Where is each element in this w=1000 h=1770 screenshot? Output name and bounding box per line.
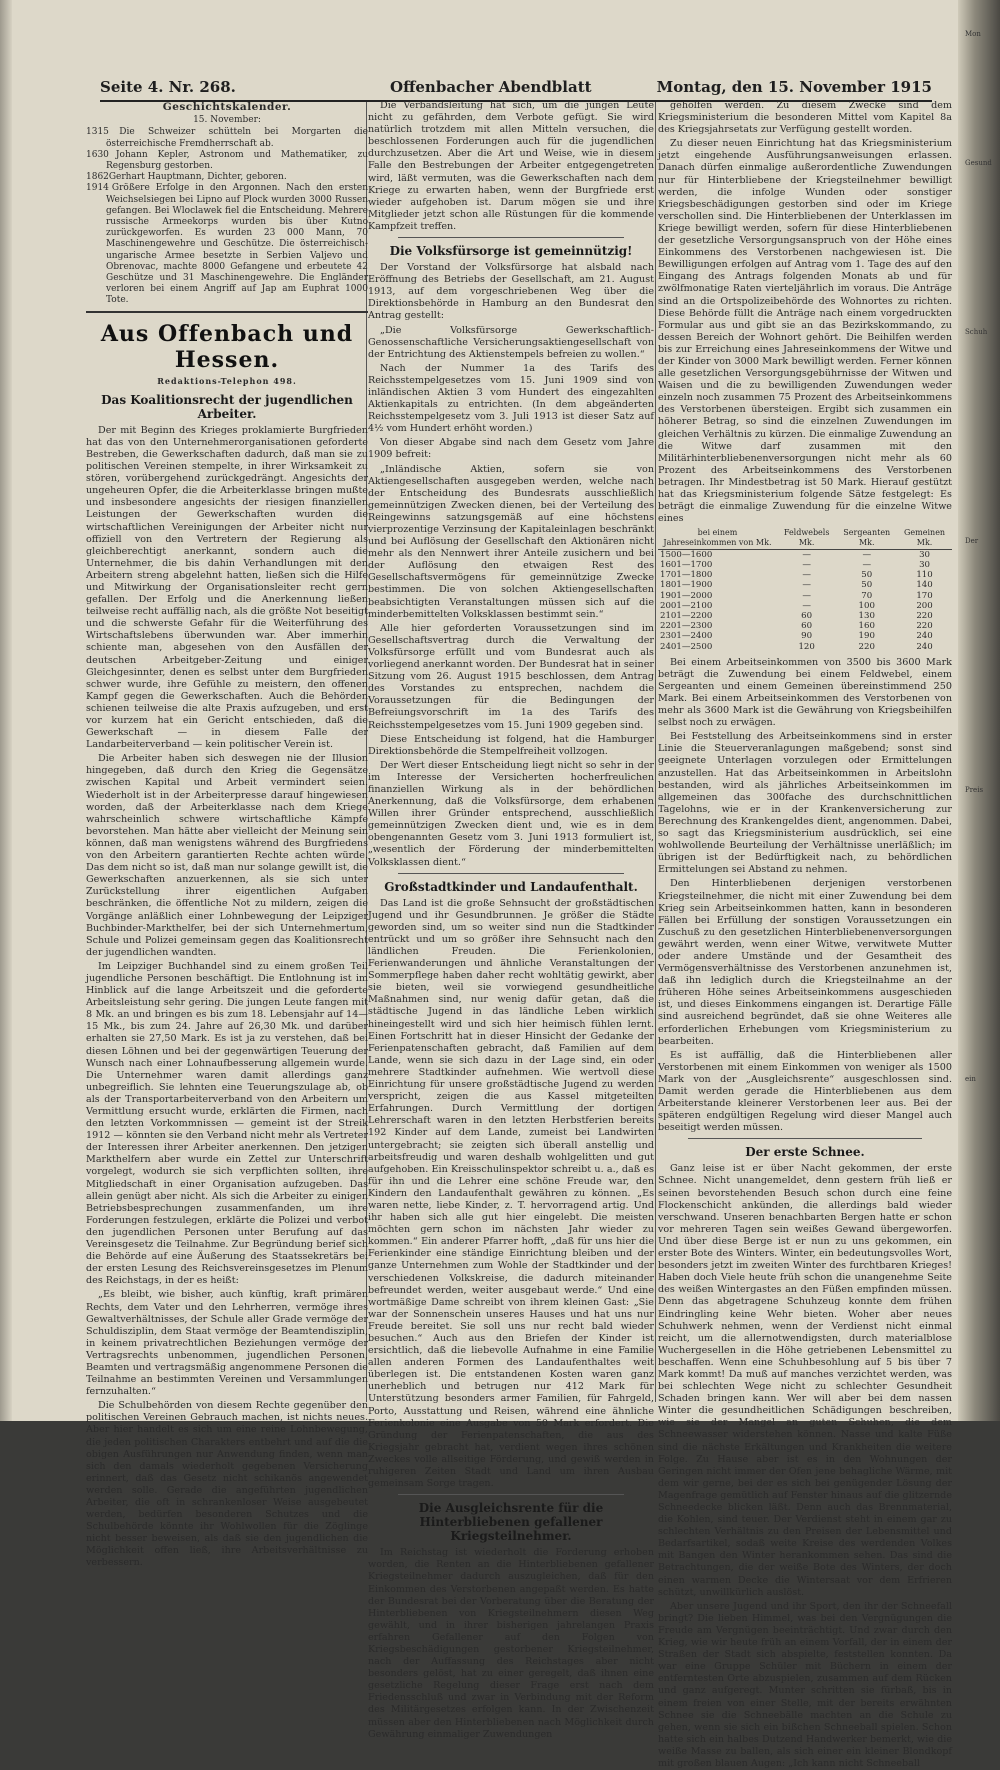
calendar-title: Geschichtskalender. [162, 101, 292, 113]
table-row [658, 621, 952, 631]
table-cell: 90 [801, 631, 813, 642]
calendar-entry [86, 150, 368, 172]
table-row [658, 601, 952, 611]
page-number: Seite 4. Nr. 268. [100, 78, 236, 96]
article-title: Das Koalitionsrecht der jugendlichen Arbeiter. [101, 392, 353, 421]
paragraph: Im Reichstag ist wiederholt die Forderung erhoben worden, die Renten an die Hinterbliebenen gefallener Kriegsteilnehmer dadurch auszugleichen, daß für den Einkommen des Verstorbenen angepaßt werden. Es hatte der Bundesrat bei der Vorberatung über die Beratung der Hinterbliebenen von Kriegsteilnehmern diesen Weg gewählt, und in ihrer bisherigen jahrelangen Praxis erfahren Gefallener auf den Folgen von Kriegsbeschädigungen gestorbener Kriegsteilnehmer, nach der Auffassung des Reichstages aber nicht besonders gelöst, hat zu einer geregelt, daß ihnen eine gesetzliche Regelung dieser Frage erst nach dem Friedensschluß und zwar in Verbindung mit der Reform des Militärgesetzes erfolgen kann. In der Zwischenzeit müssen aber den Hinterbliebenen nach Möglichkeit durch Gewährung einmaliger Zuwendungen [368, 1547, 654, 1740]
paragraph: Diese Entscheidung ist folgend, hat die Hamburger Direktionsbehörde die Stempelfreiheit vollzogen. [368, 733, 654, 757]
table-cell: 1601—1700 [660, 559, 713, 570]
table-cell: 60 [801, 610, 813, 621]
article-body [368, 262, 654, 869]
paragraph: Die Verbandsleitung hat sich, um die jungen Leute nicht zu gefährden, dem Verbote gefügt. Sie wird natürlich trotzdem mit allen Mitteln versuchen, die beschlossenen Forderungen auch für die jugendlichen durchzusetzen. Aber die Art und Weise, wie in diesem Falle den Bestrebungen der Arbeiter entgegengetreten wird, läßt vermuten, was die Gewerkschaften nach dem Kriege zu erwarten haben, wenn der Burgfriede erst wieder aufgehoben ist. Darum mögen sie und ihre Mitglieder jetzt schon alle Rüstungen für die kommende Kampfzeit treffen. [368, 100, 654, 232]
paragraph: Bei Feststellung des Arbeitseinkommens sind in erster Linie die Steuerveranlagungen maßgebend; sonst sind geeignete Unterlagen vorzulegen oder Ermittelungen anzustellen. Hat das Arbeitseinkommen in Arbeitslohn bestanden, wird als jährliches Arbeitseinkommen im allgemeinen das 300fache des durchschnittlichen Tagelohns, wie er in der Krankenversicherung zur Berechnung des Krankengeldes dient, angenommen. Dabei, so sagt das Kriegsministerium ausdrücklich, sei eine wohlwollende Beurteilung der Verhältnisse unerläßlich; im übrigen ist der Bedürftigkeit nach, zu behördlichen Ermittelungen sei Abstand zu nehmen. [658, 731, 952, 876]
table-cell: 240 [916, 631, 933, 642]
table-row [658, 642, 952, 652]
table-cell: — [862, 549, 872, 560]
paragraph: Die Arbeiter haben sich deswegen nie der Illusion hingegeben, daß durch den Krieg die Gegensätze zwischen Kapital und Arbeit vermindert seien. Wiederholt ist in der Arbeiterpresse darauf hingewiesen worden, daß der Arbeiterklasse nach dem Kriege wahrscheinlich schwere wirtschaftliche Kämpfe bevorstehen. Man hätte aber vielleicht der Meinung sein können, daß man wenigstens während des Burgfriedens von den Arbeitern garantierten Rechte achten würde. Das dem nicht so ist, daß man nur solange gewillt ist, die Gewerkschaften anzuerkennen, als sie sich unter Zurückstellung ihrer eigentlichen Aufgaben beschränken, die öffentliche Not zu mildern, zeigen die Vorgänge anläßlich einer Lohnbewegung der Leipziger Buchbinder-Markthelfer, bei der sich Unternehmertum, Schule und Polizei gemeinsam gegen das Koalitionsrecht der jugendlichen wandten. [86, 753, 368, 958]
article-body [658, 657, 952, 1135]
edge-fragment: ein [965, 1075, 976, 1083]
divider [688, 1138, 922, 1139]
table-cell: — [802, 570, 811, 581]
table-row [658, 631, 952, 641]
paragraph: Die Schulbehörden von diesem Rechte gegenüber den politischen Vereinen Gebrauch machen, ist nichts neues. Aber hier handelt es sich um eine reine Lohnbewegung, die jeden politischen Charakters entbehrt und auf die die obigen Ausführungen nur Anwendung finden, wenn man sich den damals wiederholt gegebenen Versicherung erinnert, daß das Gesetz nicht schikanös angewendet werden solle. Gerade die angeführten jugendlichen Arbeiter, die oft in schrankenloser Weise ausgebeutet werden, bedürfen besonderen Schutzes und die Schulbehörde könnte ihr Wohlwollen für die Zöglinge nicht besser beweisen, als daß sie den jugendlichen die Möglichkeit offen ließ, ihre Arbeitsverhältnisse zu verbessern. [86, 1400, 368, 1569]
table-cell: 50 [861, 570, 873, 581]
article-body [368, 1547, 654, 1741]
article-title: Die Ausgleichsrente für die Hinterbliebenen gefallener Kriegsteilnehmer. [418, 1501, 604, 1544]
table-cell: 130 [858, 610, 875, 621]
paragraph: Ganz leise ist er über Nacht gekommen, der erste Schnee. Nicht unangemeldet, denn gestern früh ließ er seinen bevorstehenden Besuch schon durch eine feine Flockenschicht ankünden, die allerdings bald wieder verschwand. Unseren benachbarten Bergen hatte er schon vor mehreren Tagen sein weißes Gewand übergeworfen. Und über diese Berge ist er nun zu uns gekommen, ein erster Bote des Winters. Winter, ein bedeutungsvolles Wort, besonders jetzt im zweiten Winter des furchtbaren Krieges! Haben doch Viele heute früh schon die unangenehme Seite des weißen Wintergastes an den Füßen empfinden müssen. Denn das abgetragene Schuhzeug konnte dem frühen Eindringling keine Wehr bieten. Woher aber neues Schuhwerk nehmen, wenn der Verdienst nicht einmal reicht, um die allernotwendigsten, durch materialblose Wuchergesellen in die Höhe getriebenen Lebensmittel zu beschaffen. Wenn eine Schuhbesohlung auf 5 bis über 7 Mark kommt! Da muß auf manches verzichtet werden, was bei schlechten Wege nicht zu schlechter Gesundheit Schaden bringen kann. Wer will aber bei dem nassen Winter die gesundheitlichen Schädigungen beschreiben, wie sie der Mangel an guten Schuhen, die dem Schneewasser widerstehen können. Nasse und kalte Füße sind die nächste Erkältungen und Krankheiten die weitere Folge. Zu Hause aber ist es in den Wohnungen der Geringen nicht immer der Ofen jene behagliche Wärme, mit dem wir gerne, bei der es sich bei genügender Lösung der Magenfrage gemütlich auf Fenster hinaus auf die glitzernde Schneedecke blicken läßt. Denn auch das Brennmaterial, die Kohlen, sind teuer. Der Verdienst steht in einem gar zu schlechten Verhältnis zu den Preisen der Lebensmittel und Bedarfsartikel, sodaß weite Kreise des werdenden Volkes mit Bangen den Winter herankommen sehen. Das sind die Betrachtungen, die der weiße Bote des Winters, der doch einen warmen Decke die Wintersaat vor dem Erfrieren schützt, unwillkürlich auslöst. [658, 1163, 952, 1598]
calendar-entry [86, 127, 368, 149]
table-cell: — [802, 590, 811, 601]
paragraph: Den Hinterbliebenen derjenigen verstorbenen Kriegsteilnehmer, die nicht mit einer Zuwendung bei dem Krieg sein Arbeitseinkommen hatten, kann in besonderen Fällen bei Erfüllung der sonstigen Voraussetzungen ein Zuschuß zu den gesetzlichen Hinterbliebenenversorgungen gewährt werden, wenn einer Witwe, verwitwete Mutter oder andere Umstände und der Gesamtheit des Vermögensverhältnisse des Verstorbenen anzunehmen ist, daß ihn lediglich durch die Kriegsteilnahme an der früheren Höhe seines Arbeitseinkommens ausgeschieden ist, und dieses Einkommens eingangen ist. Derartige Fälle sind ausreichend begründet, daß sie ohne Weiteres alle erforderlichen Erhebungen vom Kriegsministerium zu bearbeiten. [658, 878, 952, 1047]
paragraph: Im Leipziger Buchhandel sind zu einem großen Teil jugendliche Personen beschäftigt. Die Entlohnung ist im Hinblick auf die lange Arbeitszeit und die geforderte Arbeitsleistung sehr gering. Die jungen Leute fangen mit 8 Mk. an und bringen es bis zum 18. Lebensjahr auf 14—15 Mk., bis zum 24. Jahre auf 26,30 Mk. und darüber erhalten sie 27,50 Mark. Es ist ja zu verstehen, daß bei diesen Löhnen und bei der gegenwärtigen Teuerung der Wunsch nach einer Lohnaufbesserung allgemein wurde. Die Unternehmer waren damit allerdings ganz unbegreiflich. Sie lehnten eine Teuerungszulage ab, ob als der Transportarbeiterverband von den Arbeitern um Vermittlung ersucht wurde, erklärten die Firmen, nach den letzten Vorkommnissen — gemeint ist der Streik 1912 — könnten sie den Verband nicht mehr als Vertreter der Interessen ihrer Arbeiter anerkennen. Den jetzigen Markthelfern aber wurde ein Zettel zur Unterschrift vorgelegt, wodurch sie sich verpflichten sollten, ihre Mitgliedschaft in einer Organisation aufzugeben. Das allein genügt aber nicht. Als sich die Arbeiter zu einigen Betriebsbesprechungen zusammenfanden, um ihre Forderungen festzulegen, erklärte die Polizei und verbot den jugendlichen Personen unter Berufung auf das Vereinsgesetz die Teilnahme. Zur Begründung berief sich die Behörde auf eine Äußerung des Staatssekretärs bei der ersten Lesung des Reichsvereinsgesetzes im Plenum des Reichstags, in der es heißt: [86, 960, 368, 1287]
history-calendar [86, 102, 368, 307]
table-cell: — [802, 580, 811, 591]
table-cell: 2301—2400 [660, 631, 713, 642]
page-binding-edge [0, 0, 12, 1421]
table-cell: — [862, 559, 872, 570]
paragraph: Von dieser Abgabe sind nach dem Gesetz vom Jahre 1909 befreit: [368, 437, 654, 461]
allowance-table [658, 528, 952, 651]
table-header: Sergeanten Mk. [836, 528, 897, 549]
table-cell: 70 [861, 590, 873, 601]
article-title: Großstadtkinder und Landaufenthalt. [384, 879, 638, 894]
edge-fragment: Gesund [965, 159, 992, 167]
paragraph: Das Land ist die große Sehnsucht der großstädtischen Jugend und ihr Gesundbrunnen. Je größer die Städte geworden sind, um so weiter sind nun die Stadtkinder entrückt und um so größer ihre Sehnsucht nach den ländlichen Freuden. Die Ferienkolonien, Ferienwanderungen und ähnliche Veranstaltungen der Sommerpflege haben daher recht wohltätig gewirkt, aber sie bieten, weil sie vorwiegend gesundheitliche Maßnahmen sind, nur wenig dafür getan, daß die städtische Jugend in das ländliche Leben wirklich hineingestellt wird und sich hier heimisch fühlen lernt. Einen Fortschritt hat in dieser Hinsicht der Gedanke der Ferienpatenschaften gebracht, daß Familien auf dem Lande, wenn sie sich dazu in der Lage sind, ein oder mehrere Stadtkinder aufnehmen. Wie wertvoll diese Einrichtung für unsere großstädtische Jugend zu werden verspricht, zeigen die aus Kassel mitgeteilten Erfahrungen. Durch Vermittlung der dortigen Lehrerschaft waren in den letzten Herbstferien bereits 192 Kinder auf dem Lande, zumeist bei Landwirten untergebracht; sie zeigten sich überall anstellig und arbeitsfreudig und waren deshalb wohlgelitten und gut aufgehoben. Ein Kreisschulinspektor schreibt u. a., daß es für ihn und die Lehrer eine schöne Freude war, den Kindern den Landaufenthalt gewähren zu können. „Es waren nette, liebe Kinder, z. T. hervorragend artig. Und ihr haben sich alle gut hier eingelebt. Die meisten möchten gern schon im nächsten Jahr wieder zu kommen.“ Ein anderer Pfarrer hofft, „daß für uns hier die Ferienkinder eine ständige Einrichtung bleiben und der ganze Unternehmen zum Wohle der Stadtkinder und der verschiedenen Volkskreise, die dadurch miteinander befreundet werden, weiter ausgebaut werde.“ Und eine wortmäßige Dame schreibt von ihrem kleinen Gast: „Sie war der Sonnenschein unseres Hauses und hat uns nur Freude bereitet. Sie soll uns nur recht bald wieder besuchen.“ Auch aus den Briefen der Kinder ist ersichtlich, daß die liebevolle Aufnahme in eine Familie allen anderen Formen des Landaufenthaltes weit überlegen ist. Die entstandenen Kosten waren ganz unerheblich und betrugen nur 412 Mark für Unterstützung besonders armer Familien, für Fahrgeld, Porto, Ausstattung und Reisen, während eine ähnliche Ferienkolonie eine Ausgabe von 50 Mark erfordert. Die Gründung der Ferienpatenschaften, die aus des Kriegsjahr gebracht hat, verdient wegen ihres schönen Zweckes volle allseitige Förderung, und gewiß werden in ruhigeren Zeiten Stadt und Land um ihren Ausbau gemeinsam Sorge tragen. [368, 897, 654, 1490]
paragraph: Zu dieser neuen Einrichtung hat das Kriegsministerium jetzt eingehende Ausführungsanweisungen erlassen. Danach dürfen einmalige außerordentliche Zuwendungen nur für Hinterbliebene der Kriegsteilnehmer bewilligt werden, die infolge Wunden oder sonstiger Kriegsbeschädigungen gestorben sind oder im Kriege verschollen sind. Die Hinterbliebenen der Unterklassen im Kriege bewilligt werden, sofern für diese Hinterbliebenen der gesetzliche Versorgungsanspruch von der Höhe eines Einkommens des Verstorbenen nachgewiesen ist. Die Bewilligungen erfolgen auf Antrag vom 1. Tage des auf den Eingang des Antrags folgenden Monats ab und für zwölfmonatige Raten vierteljährlich im voraus. Die Anträge sind an die Ortspolizeibehörde des Wohnortes zu richten. Diese Behörde füllt die Anträge nach einem vorgedruckten Formular aus und gibt sie an das Bezirkskommando, zu dessen Bereich der Wohnort gehört. Die Beihilfen werden bis zur Erreichung eines Jahreseinkommens der Witwe und der Kinder von 3000 Mark bewilligt werden. Ferner können alle gesetzlichen Versorgungsgebührnisse der Witwen und Waisen und die zu bewilligenden Zuwendungen weder einzeln noch zusammen 75 Prozent des Arbeitseinkommens des Verstorbenen übersteigen. Ergibt sich zusammen ein höherer Betrag, so sind die einzelnen Zuwendungen im gleichen Verhältnis zu kürzen. Die einmalige Zuwendung an die Witwe darf zusammen mit den Militärhinterbliebenenversorgungen nicht mehr als 60 Prozent des Arbeitseinkommens des Verstorbenen betragen. Ihr Mindestbetrag ist 50 Mark. Hierauf gestützt hat das Kriegsministerium folgende Sätze festgelegt: Es beträgt die einmalige Zuwendung für die einzelne Witwe eines [658, 138, 952, 525]
article-body [658, 1163, 952, 1770]
table-cell: 220 [916, 610, 933, 621]
table-row [658, 611, 952, 621]
paragraph: Aber unsere Jugend und ihr Sport, den ihr der Schneefall bringt? Die lieben Himmel, was bei den Vergnügungen die Freude am Vergnügen beeinträchtigt. Und zwar durch den Krieg, wie wir heute früh an einem Vorfall, der in einem der Straßen der Stadt sich abspielte, feststellen konnten. Da war eine Gruppe Schüler mit Büchern in einem der entferntesten Orte abzuspielen, zusammen auf dem Rücken und ganz aufgeregt. Munter schritten sie fürbaß, bis in einem freien von einer Stelle, mit der bereits erwähnten Schnee sie die Schneebälle machten an die Schule zu gehen, wenn sie sich ein bißchen Schneeball spielen. Schon hatte sich ein halbes Dutzend Handwerker bemerkt, wie die weiße Masse zu ballen, als sich einer ein kleiner Blondkopf mit großen blauen Augen: „Ich kann nicht Schneeball [658, 1600, 952, 1769]
table-header: Gemeinen Mk. [897, 528, 952, 549]
calendar-year: 1315 [86, 127, 109, 138]
table-cell: — [802, 549, 811, 560]
paragraph: Der mit Beginn des Krieges proklamierte Burgfrieden hat das von den Unternehmerorganisationen geforderte Bestreben, die Gewerkschaften dadurch, daß man sie zu politischen Vereinen stempelte, in ihrer Wirksamkeit zu stören, vorübergehend zurückgedrängt. Angesichts der ungeheuren Opfer, die die Arbeiterklasse bringen mußte und insbesondere angesichts der riesigen finanziellen Leistungen der Gewerkschaften wurden die wirtschaftlichen Vereinigungen der Arbeiter nicht nur offiziell von den Vertretern der Regierung als gleichberechtigt anerkannt, sondern auch die Unternehmer, die bis dahin Verhandlungen mit den Arbeitern streng abgelehnt hatten, ließen sich die Hilfe und Mitwirkung der Organisationsleiter recht gern gefallen. Der Erfolg und die Anerkennung ließen teilweise recht auffällig nach, als die größte Not beseitigt und die schwerste Gefahr für die Weiterführung des Wirtschaftslebens überwunden war. Aber immerhin schiente man, abgesehen von den Ausfällen der deutschen Arbeitgeber-Zeitung und einiger Gleichgesinnter, denen es selbst unter dem Burgfrieden schwer wurde, ihre Gefühle zu meistern, den offenen Kampf gegen die Gewerkschaften. Auch die Behörden schienen teilweise die alte Praxis aufzugeben, und erst vor kurzem hat ein Gericht entschieden, daß die Gewerkschaft — in diesem Falle der Landarbeiterverband — kein politischer Verein ist. [86, 424, 368, 751]
table-cell: 50 [861, 580, 873, 591]
article-title: Die Volksfürsorge ist gemeinnützig! [389, 244, 633, 259]
table-header: Feldwebels Mk. [777, 528, 836, 549]
adjacent-page-fragments [965, 30, 995, 1410]
table-cell: 2101—2200 [660, 610, 713, 621]
paragraph: geholfen werden. Zu diesem Zwecke sind dem Kriegsministerium die besonderen Mittel vom Kapitel 8a des Kriegsjahrsetats zur Verfügung gestellt worden. [658, 100, 952, 136]
masthead [100, 76, 932, 102]
table-row [658, 580, 952, 590]
calendar-text: Johann Kepler, Astronom und Mathematiker, zu Regensburg gestorben. [106, 149, 368, 172]
table-cell: 2001—2100 [660, 600, 713, 611]
calendar-text: Größere Erfolge in den Argonnen. Nach den ersten Weichselsiegen bei Lipno auf Plock wurden 3000 Russen gefangen. Bei Wloclawek fiel die Entscheidung. Mehrere russische Armeekorps wurden bis über Kutno zurückgeworfen. Es wurden 23 000 Mann, 70 Maschinengewehre und Geschütze. Die österreichisch-ungarische Armee besetzte in Serbien Valjevo und Obrenovac, machte 8000 Gefangene und erbeutete 42 Geschütze und 31 Maschinengewehre. Die Engländer verloren bei einem Angriff auf Jap am Euphrat 1000 Tote. [106, 183, 368, 306]
paragraph: „Inländische Aktien, sofern sie von Aktiengesellschaften ausgegeben werden, welche nach der Entscheidung des Bundesrats ausschließlich gemeinnützigen Zwecken dienen, bei der Verteilung des Reingewinns satzungsgemäß auf eine höchstens vierprozentige Verzinsung der Kapitaleinlagen beschränkt und bei Auflösung der Gesellschaft den Aktionären nicht mehr als den Nennwert ihrer Anteile zusichern und bei der Auflösung den etwaigen Rest des Gesellschaftsvermögens für gemeinnützige Zwecke bestimmen. Die von solchen Aktiengesellschaften beabsichtigten Veranstaltungen müssen sich auf die minderbemittelten Volksklassen bestimmt sein.“ [368, 463, 654, 620]
table-cell: 190 [858, 631, 875, 642]
paragraph: Alle hier geforderten Voraussetzungen sind im Gesellschaftsvertrag durch die Verwaltung der Volksfürsorge erfüllt und vom Bundesrat auch als vorliegend anerkannt worden. Der Bundesrat hat in seiner Sitzung vom 26. August 1915 beschlossen, dem Antrag des Vorstandes zu entsprechen, nachdem die Voraussetzungen für die Bedingungen der Befreiungsvorschrift im 1a des Tarifs des Reichsstempelgesetzes vom 15. Juni 1909 gegeben sind. [368, 622, 654, 731]
table-cell: 2201—2300 [660, 621, 713, 632]
calendar-year: 1630 [86, 149, 109, 160]
table-cell: 30 [919, 549, 931, 560]
paragraph: Nach der Nummer 1a des Tarifs des Reichsstempelgesetzes vom 15. Juni 1909 sind von inländischen Aktien 3 vom Hundert des eingezahlten Aktienkapitals zu entrichten. (In dem abgeänderten Reichsstempelgesetz vom 3. Juli 1913 ist dieser Satz auf 4½ vom Hundert erhöht worden.) [368, 362, 654, 435]
section-title: Aus Offenbach und Hessen. [100, 320, 354, 373]
table-row [658, 560, 952, 570]
table-cell: 100 [858, 600, 875, 611]
article-title: Der erste Schnee. [745, 1145, 865, 1160]
paragraph: Der Vorstand der Volksfürsorge hat alsbald nach Eröffnung des Betriebs der Gesellschaft, am 21. August 1913, auf dem vorgeschriebenen Weg über die Direktionsbehörde in Hamburg an den Bundesrat den Antrag gestellt: [368, 262, 654, 322]
column-1 [86, 100, 368, 1569]
table-cell: 60 [801, 621, 813, 632]
divider [86, 311, 368, 313]
column-3 [658, 100, 952, 1769]
edge-fragment: Schuh [965, 328, 988, 336]
table-cell: 170 [916, 590, 933, 601]
column-rule [655, 102, 656, 1402]
divider [398, 873, 624, 874]
article-body [368, 100, 654, 233]
table-cell: 2401—2500 [660, 641, 713, 652]
calendar-text: Gerhart Hauptmann, Dichter, geboren. [106, 172, 287, 183]
table-row [658, 549, 952, 560]
paragraph: Bei einem Arbeitseinkommen von 3500 bis 3600 Mark beträgt die Zuwendung bei einem Feldwebel, einem Sergeanten und einem Gemeinen übereinstimmend 250 Mark. Bei einem Arbeitseinkommen des Verstorbenen von mehr als 3600 Mark ist die Gewährung von Kriegsbeihilfen selbst noch zu erwägen. [658, 656, 952, 729]
calendar-year: 1862 [86, 172, 109, 183]
edge-fragment: Der [965, 537, 979, 545]
article-body [658, 100, 952, 525]
divider [398, 237, 624, 238]
calendar-text: Die Schweizer schütteln bei Morgarten die österreichische Fremdherrschaft ab. [106, 127, 368, 149]
table-cell: 240 [916, 641, 933, 652]
table-cell: 140 [916, 580, 933, 591]
calendar-entry [86, 172, 368, 183]
redaction-phone: Redaktions-Telephon 498. [157, 375, 297, 386]
issue-date: Montag, den 15. November 1915 [656, 78, 932, 96]
divider [398, 1494, 624, 1495]
table-cell: — [802, 559, 811, 570]
edge-fragment: Mon [965, 30, 981, 38]
table-cell: 30 [919, 559, 931, 570]
table-cell: 120 [798, 641, 815, 652]
article-body [368, 898, 654, 1491]
paragraph: „Die Volksfürsorge Gewerkschaftlich-Genossenschaftliche Versicherungsaktiengesellschaft von der Entrichtung des Aktienstempels befreien zu wollen.“ [368, 324, 654, 360]
table-cell: 200 [916, 600, 933, 611]
table-row [658, 570, 952, 580]
table-cell: 160 [858, 621, 875, 632]
paragraph: „Es bleibt, wie bisher, auch künftig, kraft primären Rechts, dem Vater und den Lehrherren, vermöge ihres Gewaltverhältnisses, der Schule aller Grade vermöge der Schuldisziplin, dem Staat vermöge der Beamtendisziplin, in keinem privatrechtlichen Beziehungen vermöge der Vertragsrechts unbenommen, jugendlichen Personen, Beamten und vertragsmäßig angenommene Personen die Teilnahme an bestimmten Vereinen und Versammlungen fernzuhalten.“ [86, 1289, 368, 1398]
table-cell: 1500—1600 [660, 549, 713, 560]
paragraph: Es ist auffällig, daß die Hinterbliebenen aller Verstorbenen mit einem Einkommen von weniger als 1500 Mark von der „Ausgleichsrente“ ausgeschlossen sind. Damit werden gerade die Hinterbliebenen aus dem Arbeiterstande kleinerer Verstorbenen leer aus. Bei der späteren endgültigen Regelung wird dieser Mangel auch beseitigt werden müssen. [658, 1049, 952, 1134]
table-cell: — [802, 600, 811, 611]
calendar-year: 1914 [86, 183, 109, 194]
table-cell: 220 [858, 641, 875, 652]
table-cell: 220 [916, 621, 933, 632]
calendar-date: 15. November: [193, 115, 261, 126]
table-cell: 1701—1800 [660, 570, 713, 581]
calendar-entry [86, 183, 368, 306]
edge-fragment: Preis [965, 786, 984, 794]
table-cell: 1901—2000 [660, 590, 713, 601]
article-body [86, 425, 368, 1570]
table-cell: 1801—1900 [660, 580, 713, 591]
paragraph: Der Wert dieser Entscheidung liegt nicht so sehr in der im Interesse der Versicherten hocherfreulichen finanziellen Wirkung als in der behördlichen Anerkennung, daß die Volksfürsorge, dem erhabenen Willen ihrer Gründer entsprechend, ausschließlich gemeinnützigen Zwecken dient und, wie es in dem obengenannten Gesetz vom 3. Juni 1913 formuliert ist, „wesentlich der Förderung der minderbemittelten Volksklassen dient.“ [368, 759, 654, 868]
column-2 [368, 100, 654, 1740]
table-header: bei einem Jahreseinkommen von Mk. [658, 528, 777, 549]
table-row [658, 591, 952, 601]
newspaper-title: Offenbacher Abendblatt [390, 78, 592, 96]
table-cell: 110 [916, 570, 933, 581]
